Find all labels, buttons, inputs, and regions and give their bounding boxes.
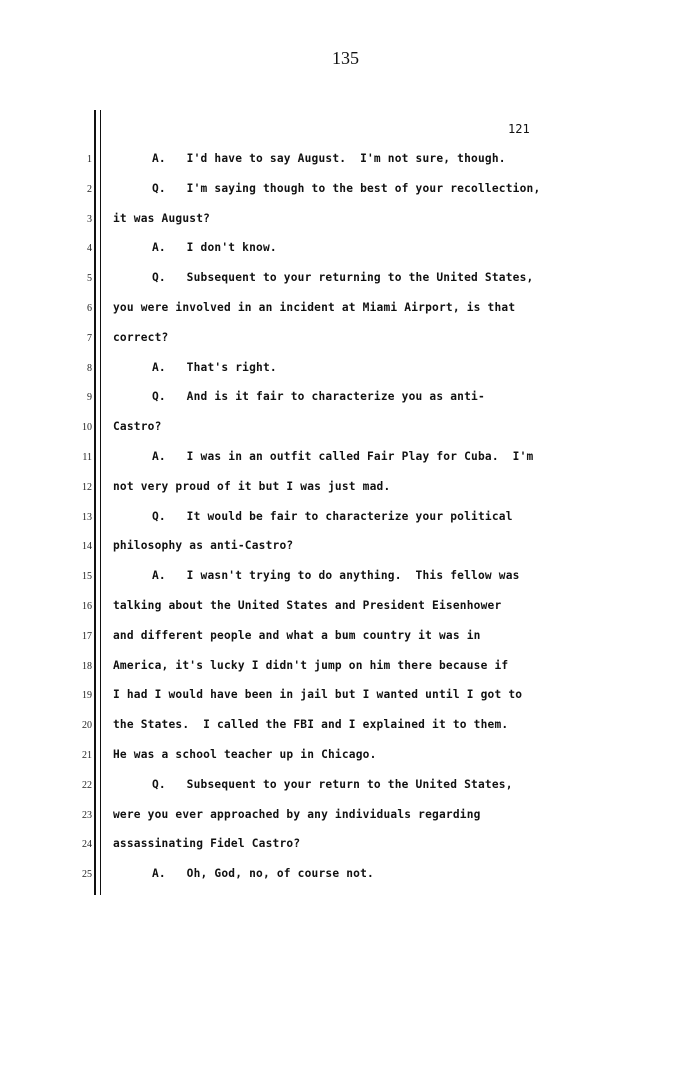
line-number: 9	[87, 392, 92, 404]
transcript-page-number: 121	[508, 122, 530, 136]
transcript-line: correct?	[113, 330, 169, 344]
page-number: 135	[332, 48, 359, 68]
line-number: 25	[82, 869, 92, 881]
transcript-line: A. I wasn't trying to do anything. This fellow was	[152, 569, 520, 583]
transcript-line: the States. I called the FBI and I explained it to them.	[113, 718, 509, 732]
transcript-line: Q. And is it fair to characterize you as anti-	[152, 390, 485, 404]
line-number: 1	[87, 154, 92, 165]
transcript-line: A. That's right.	[152, 360, 277, 374]
transcript-line: A. I was in an outfit called Fair Play for Cuba. I'm	[152, 450, 534, 463]
transcript-line: it was August?	[113, 211, 211, 225]
line-number: 10	[82, 422, 92, 434]
transcript-line: Castro?	[113, 420, 162, 434]
line-number: 18	[82, 660, 92, 672]
line-number: 8	[87, 362, 92, 374]
line-number: 16	[82, 601, 92, 612]
transcript-line: A. Oh, God, no, of course not.	[152, 867, 374, 881]
transcript-line: Q. It would be fair to characterize your political	[152, 509, 513, 523]
transcript-line: you were involved in an incident at Miami Airport, is that	[113, 301, 516, 314]
line-number: 22	[82, 779, 92, 791]
line-number: 15	[82, 571, 92, 583]
line-number: 23	[82, 809, 92, 821]
line-number: 14	[82, 541, 92, 553]
line-number: 24	[82, 839, 92, 851]
transcript-line: Q. Subsequent to your returning to the United States,	[152, 271, 534, 285]
line-number: 3	[87, 213, 92, 225]
transcript-line: and different people and what a bum country it was in	[113, 628, 481, 642]
line-number: 19	[82, 690, 92, 702]
transcript-line: He was a school teacher up in Chicago.	[113, 748, 377, 761]
transcript-line: philosophy as anti-Castro?	[113, 539, 294, 553]
transcript-line: America, it's lucky I didn't jump on him there because if	[113, 658, 509, 672]
line-number: 21	[82, 750, 92, 761]
transcript-line: talking about the United States and President Eisenhower	[113, 599, 502, 612]
line-number: 13	[82, 511, 92, 523]
transcript-line: Q. Subsequent to your return to the United States,	[152, 777, 513, 791]
transcript-line: not very proud of it but I was just mad.	[113, 479, 391, 493]
line-number: 7	[87, 332, 92, 344]
transcript-line: Q. I'm saying though to the best of your recollection,	[152, 181, 541, 195]
line-number: 20	[82, 720, 92, 732]
line-number: 17	[82, 630, 92, 642]
left-margin-rule-inner	[100, 110, 101, 895]
line-number: 11	[82, 452, 92, 463]
line-number: 2	[87, 183, 92, 195]
line-number: 6	[87, 303, 92, 314]
transcript-line: I had I would have been in jail but I wanted until I got to	[113, 688, 523, 702]
transcript-line: assassinating Fidel Castro?	[113, 837, 301, 851]
transcript-line: were you ever approached by any individuals regarding	[113, 807, 481, 821]
line-number: 5	[87, 273, 92, 285]
left-margin-rule	[94, 110, 96, 895]
line-number: 12	[82, 481, 92, 493]
line-number: 4	[87, 243, 92, 255]
transcript-line: A. I'd have to say August. I'm not sure, though.	[152, 152, 506, 165]
transcript-line: A. I don't know.	[152, 241, 277, 255]
